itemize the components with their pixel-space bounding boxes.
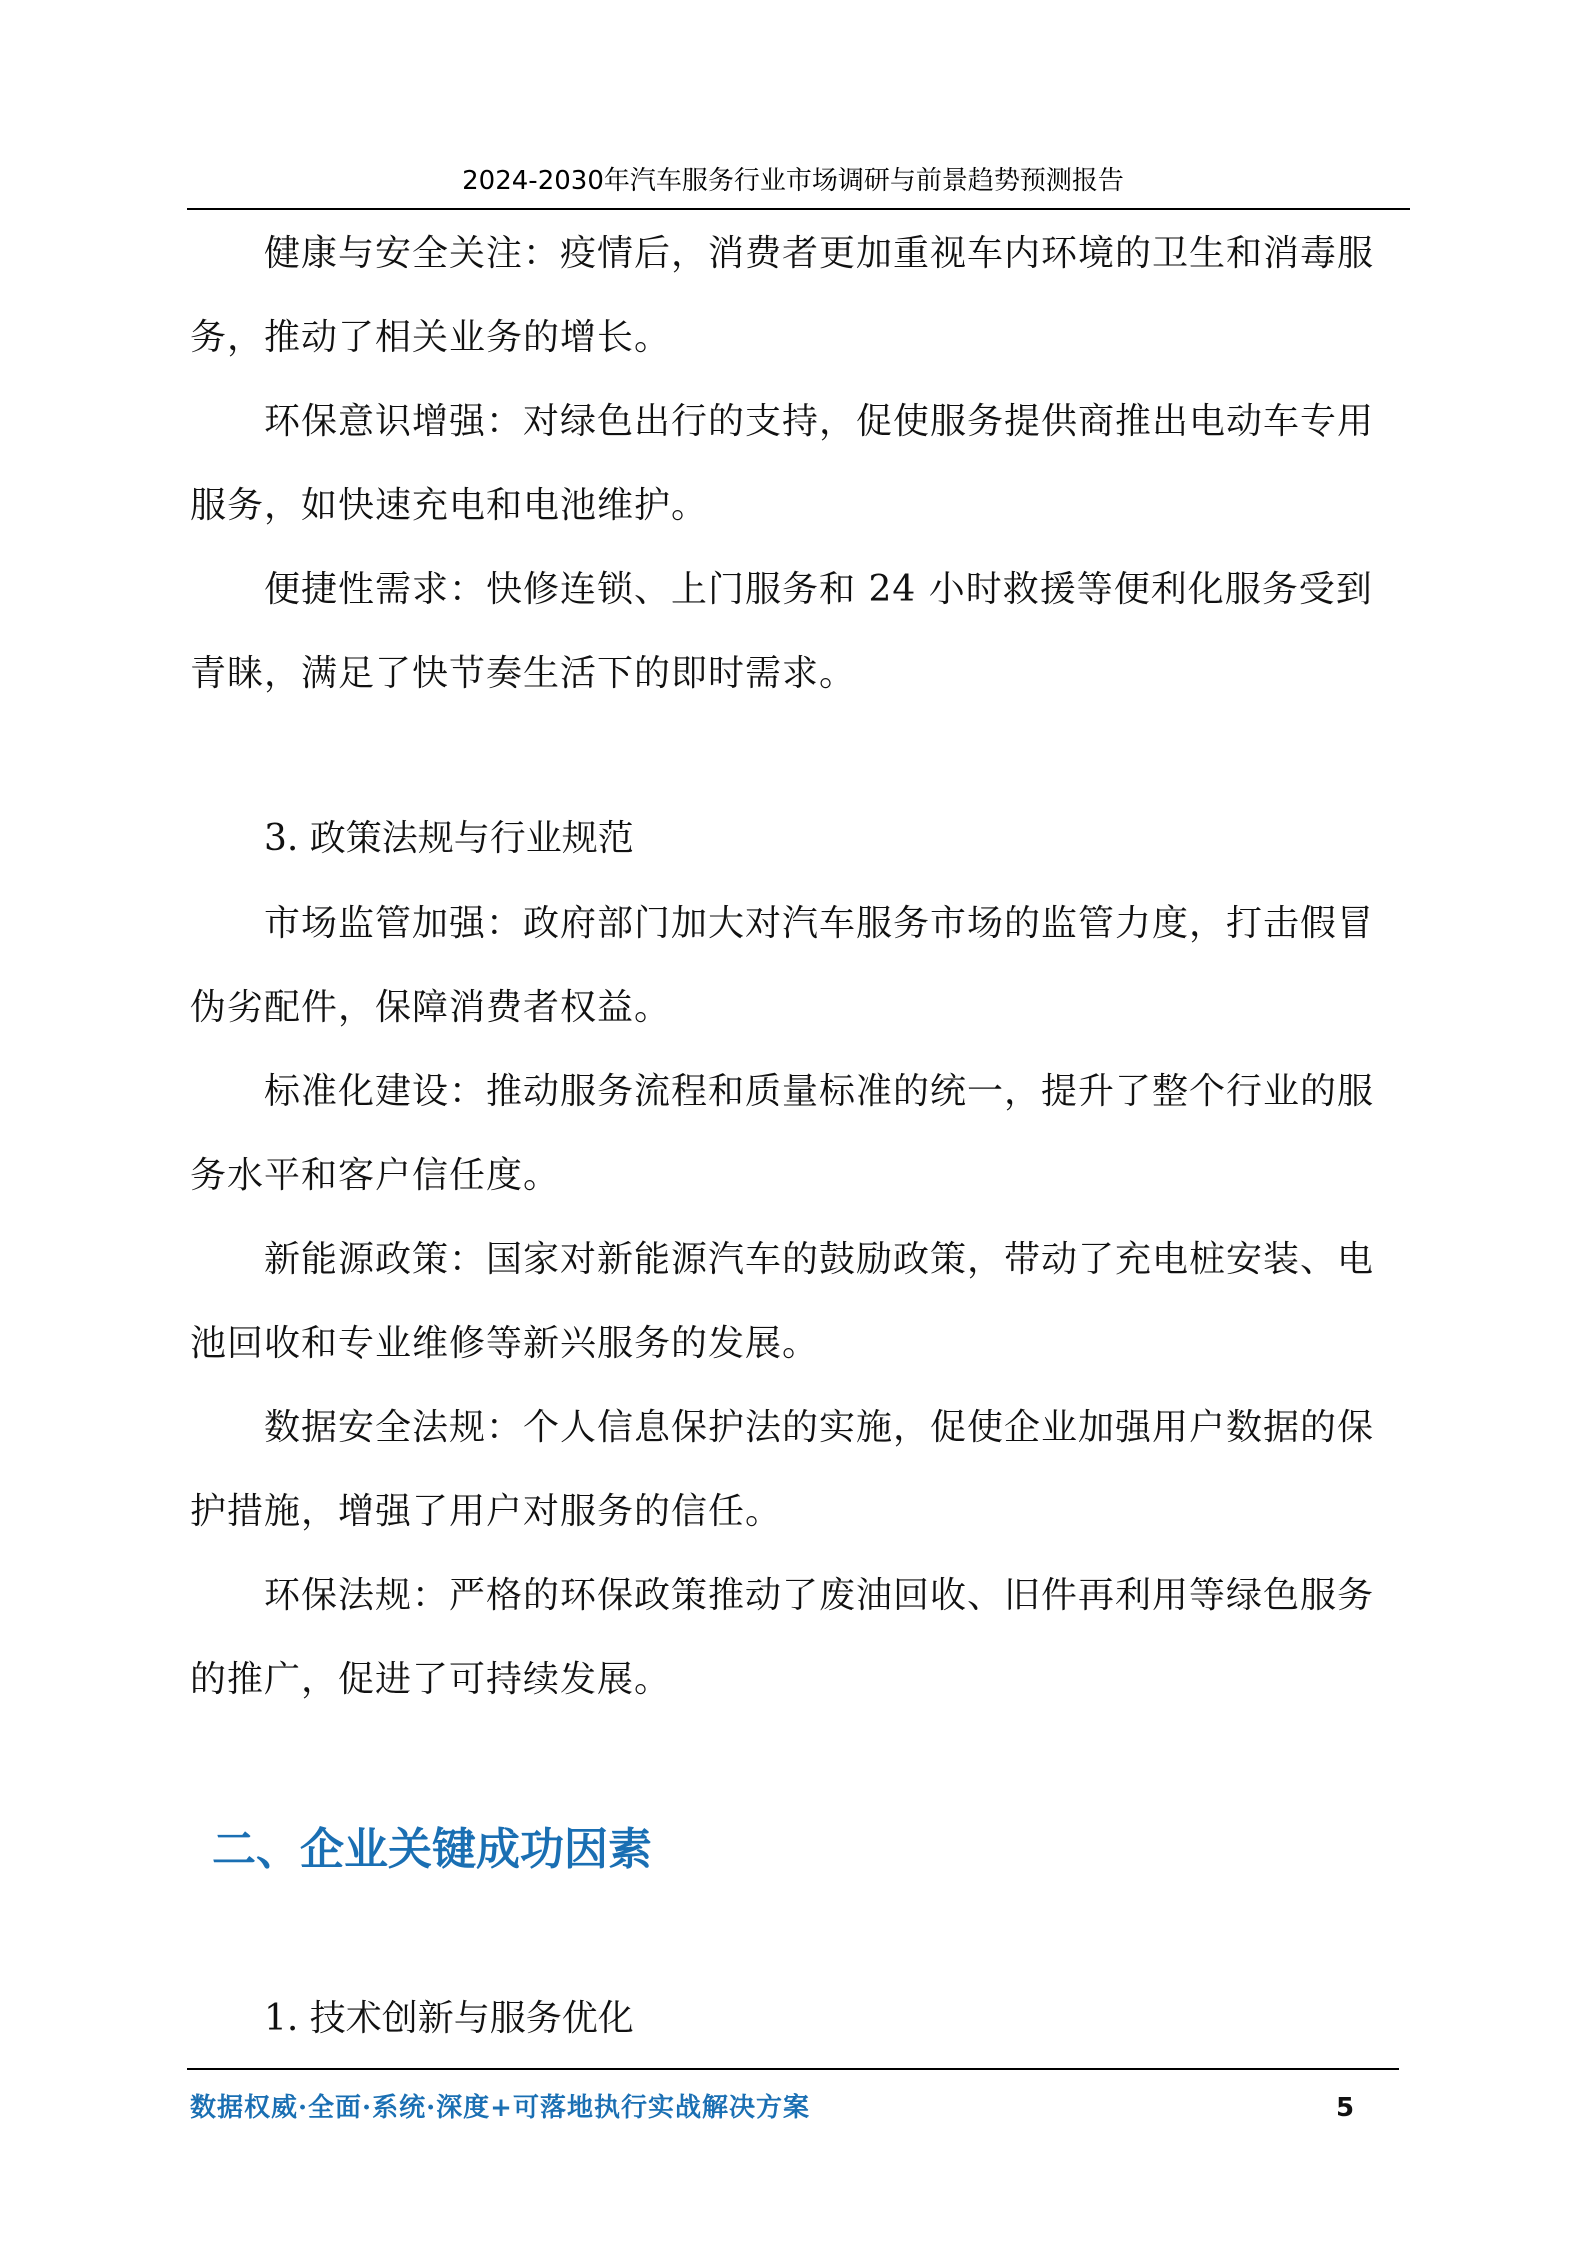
paragraph-new-energy-policy: 新能源政策：国家对新能源汽车的鼓励政策，带动了充电桩安装、电池回收和专业维修等新兴服务的发展。 xyxy=(190,1239,1375,1364)
paragraph-convenience: 便捷性需求：快修连锁、上门服务和 24 小时救援等便利化服务受到青睐，满足了快节奏生活下的即时需求。 xyxy=(190,569,1373,694)
paragraph-standardization: 标准化建设：推动服务流程和质量标准的统一，提升了整个行业的服务水平和客户信任度。 xyxy=(190,1071,1375,1196)
subheading-tech-innovation: 1. 技术创新与服务优化 xyxy=(264,1998,634,2039)
subheading-policy: 3. 政策法规与行业规范 xyxy=(264,818,634,859)
header-divider xyxy=(187,208,1410,210)
footer-divider xyxy=(187,2068,1399,2070)
report-header-title: 2024-2030年汽车服务行业市场调研与前景趋势预测报告 xyxy=(462,166,1124,196)
footer-slogan: 数据权威·全面·系统·深度+可落地执行实战解决方案 xyxy=(190,2093,810,2123)
page-number: 5 xyxy=(1336,2093,1355,2123)
paragraph-health-safety: 健康与安全关注：疫情后，消费者更加重视车内环境的卫生和消毒服务，推动了相关业务的增长。 xyxy=(190,233,1375,358)
paragraph-environmental-law: 环保法规：严格的环保政策推动了废油回收、旧件再利用等绿色服务的推广，促进了可持续发展。 xyxy=(190,1575,1375,1700)
paragraph-eco-awareness: 环保意识增强：对绿色出行的支持，促使服务提供商推出电动车专用服务，如快速充电和电池维护。 xyxy=(190,401,1375,526)
paragraph-data-security: 数据安全法规：个人信息保护法的实施，促使企业加强用户数据的保护措施，增强了用户对服务的信任。 xyxy=(190,1407,1375,1532)
section-heading-key-success-factors: 二、企业关键成功因素 xyxy=(212,1824,652,1875)
paragraph-market-regulation: 市场监管加强：政府部门加大对汽车服务市场的监管力度，打击假冒伪劣配件，保障消费者权益。 xyxy=(190,903,1375,1028)
